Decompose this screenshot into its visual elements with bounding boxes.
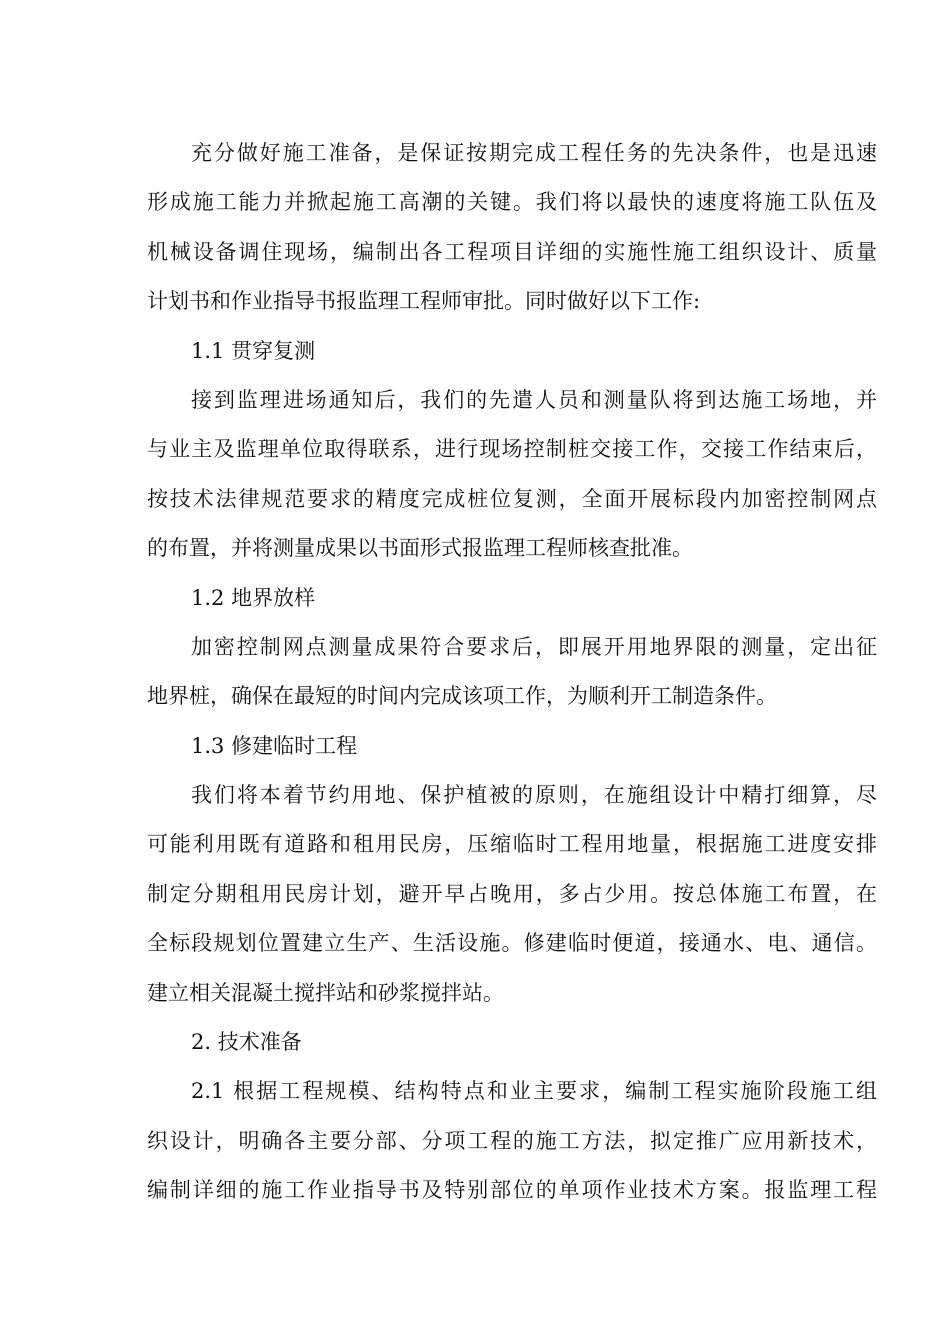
text-line: 计划书和作业指导书报监理工程师审批。同时做好以下工作:	[147, 289, 701, 314]
document-body	[147, 129, 877, 1216]
text-line: 充分做好施工准备，是保证按期完成工程任务的先决条件，也是迅速	[191, 141, 877, 165]
text-line: 2. 技术准备	[191, 1030, 302, 1055]
text-line: 制定分期租用民房计划，避开早占晚用，多占少用。按总体施工布置，在	[147, 881, 877, 906]
text-line: 形成施工能力并掀起施工高潮的关键。我们将以最快的速度将施工队伍及	[147, 190, 877, 215]
text-line: 与业主及监理单位取得联系，进行现场控制桩交接工作，交接工作结束后，	[147, 437, 877, 462]
paragraph	[147, 129, 877, 327]
section-heading	[147, 327, 877, 376]
paragraph	[147, 771, 877, 1018]
text-line: 建立相关混凝土搅拌站和砂浆搅拌站。	[147, 980, 504, 1005]
text-line: 加密控制网点测量成果符合要求后，即展开用地界限的测量，定出征	[191, 634, 877, 659]
text-line: 2.1 根据工程规模、结构特点和业主要求，编制工程实施阶段施工组	[191, 1079, 877, 1104]
paragraph	[147, 376, 877, 574]
paragraph	[147, 1067, 877, 1215]
text-line: 我们将本着节约用地、保护植被的原则，在施组设计中精打细算，尽	[191, 783, 877, 808]
text-line: 1.3 修建临时工程	[191, 733, 358, 758]
text-line: 全标段规划位置建立生产、生活设施。修建临时便道，接通水、电、通信。	[147, 931, 877, 956]
text-line: 编制详细的施工作业指导书及特别部位的单项作业技术方案。报监理工程	[147, 1178, 877, 1203]
text-line: 可能利用既有道路和租用民房，压缩临时工程用地量，根据施工进度安排	[147, 832, 877, 857]
text-line: 机械设备调住现场，编制出各工程项目详细的实施性施工组织设计、质量	[147, 239, 877, 264]
text-line: 的布置，并将测量成果以书面形式报监理工程师核查批准。	[147, 536, 693, 561]
text-line: 1.1 贯穿复测	[191, 338, 316, 363]
text-line: 1.2 地界放样	[191, 585, 316, 610]
text-line: 织设计，明确各主要分部、分项工程的施工方法，拟定推广应用新技术，	[147, 1128, 877, 1153]
text-line: 接到监理进场通知后，我们的先遣人员和测量队将到达施工场地，并	[191, 387, 877, 412]
section-heading	[147, 722, 877, 771]
text-line: 地界桩，确保在最短的时间内完成该项工作，为顺利开工制造条件。	[147, 684, 777, 709]
section-heading	[147, 1018, 877, 1067]
section-heading	[147, 574, 877, 623]
text-line: 按技术法律规范要求的精度完成桩位复测，全面开展标段内加密控制网点	[147, 486, 877, 511]
paragraph	[147, 623, 877, 722]
